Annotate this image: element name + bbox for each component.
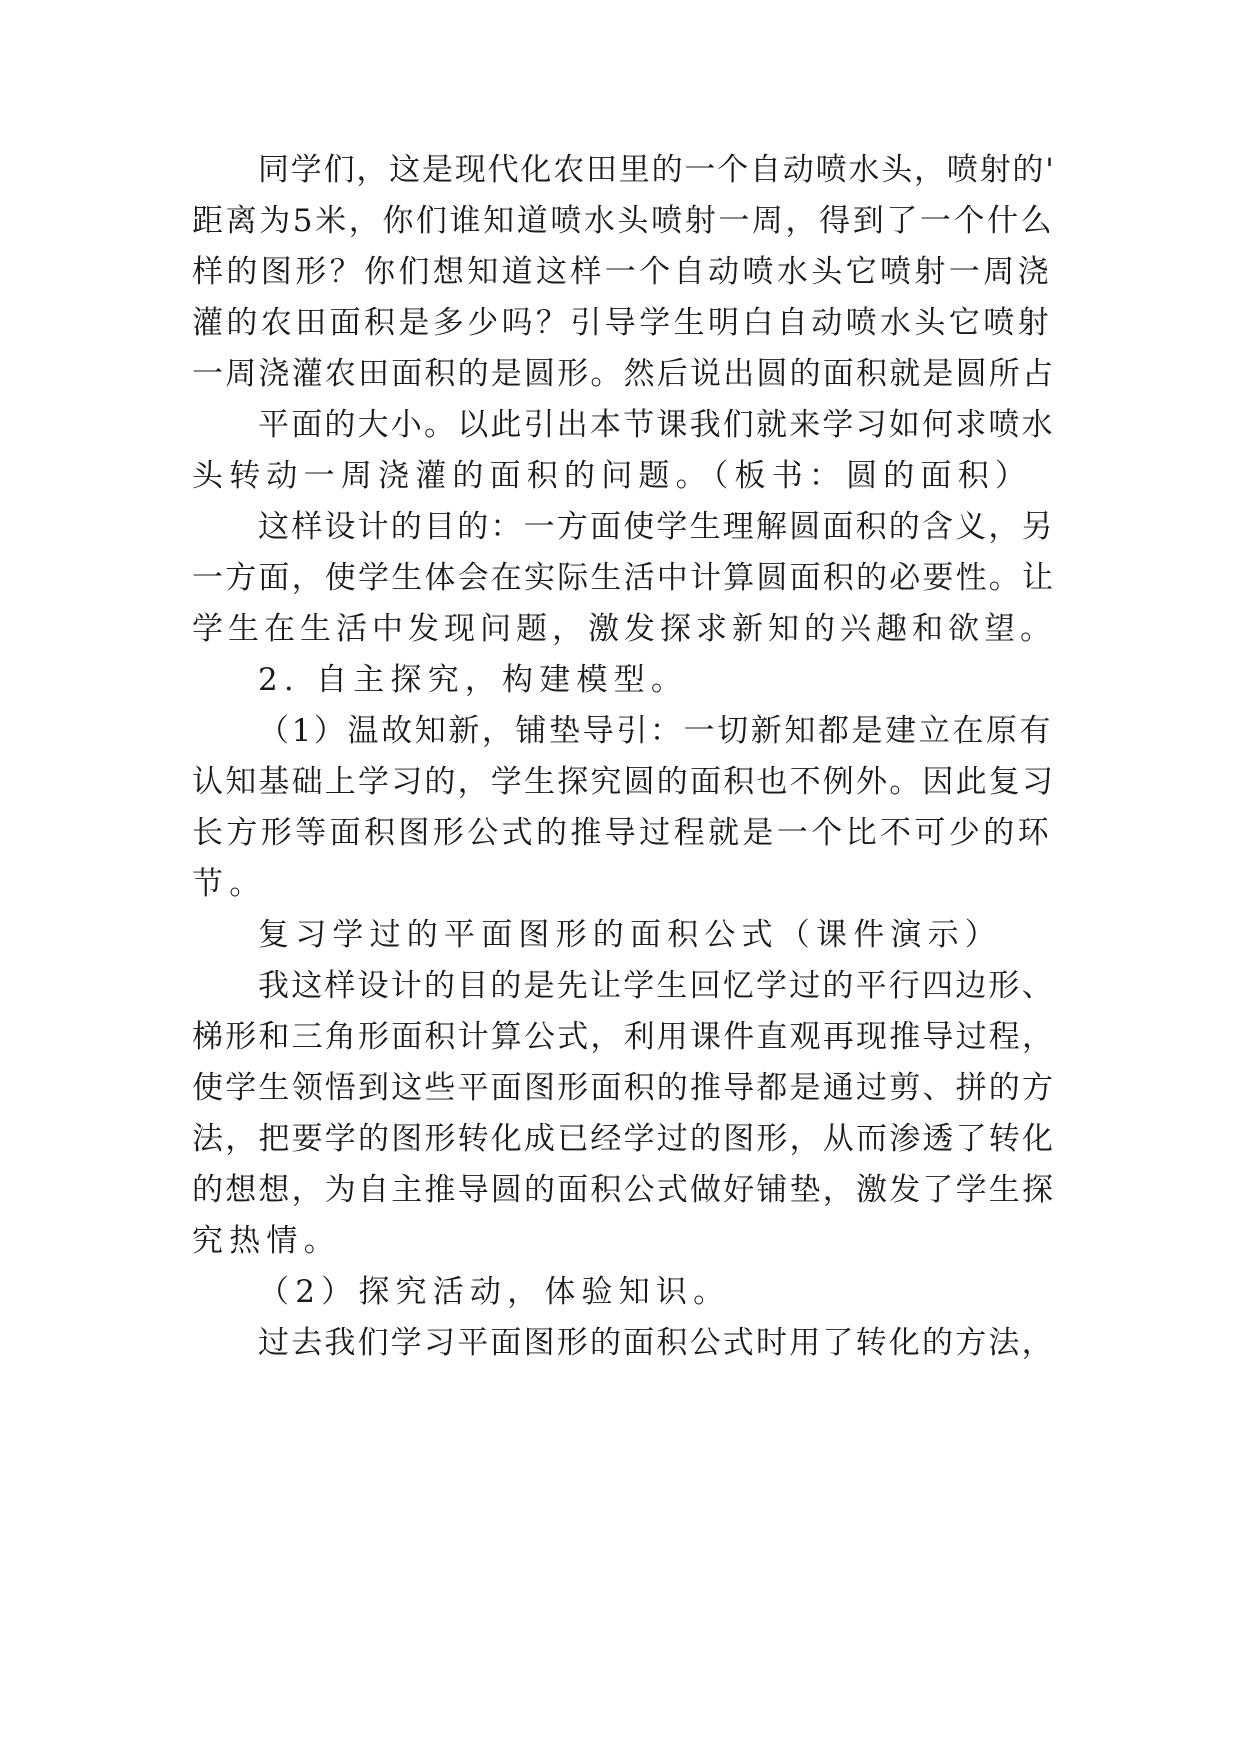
- text-line: （1）温故知新，铺垫导引：一切新知都是建立在原有: [258, 713, 1054, 749]
- text-line: 长方形等面积图形公式的推导过程就是一个比不可少的环: [192, 815, 1052, 851]
- text-line: 距离为5米，你们谁知道喷水头喷射一周，得到了一个什么: [192, 203, 1055, 239]
- text-line: 平面的大小。以此引出本节课我们就来学习如何求喷水: [258, 407, 1055, 443]
- text-line: 过去我们学习平面图形的面积公式时用了转化的方法，: [258, 1325, 1055, 1361]
- text-line: 复习学过的平面图形的面积公式（课件演示）: [258, 917, 1002, 953]
- text-line: 使学生领悟到这些平面图形面积的推导都是通过剪、拼的方: [192, 1070, 1056, 1106]
- text-line: 一方面，使学生体会在实际生活中计算圆面积的必要性。让: [192, 560, 1056, 596]
- text-line: 法，把要学的图形转化成已经学过的图形，从而渗透了转化: [192, 1121, 1056, 1157]
- text-line: 节。: [192, 866, 267, 902]
- text-line: 学生在生活中发现问题，激发探求新知的兴趣和欲望。: [192, 611, 1056, 647]
- text-line: 头转动一周浇灌的面积的问题。（板书：圆的面积）: [192, 458, 1033, 494]
- text-line: 一周浇灌农田面积的是圆形。然后说出圆的面积就是圆所占: [192, 356, 1056, 392]
- text-line: 这样设计的目的：一方面使学生理解圆面积的含义，另: [258, 509, 1055, 545]
- text-line: 梯形和三角形面积计算公式，利用课件直观再现推导过程，: [192, 1019, 1056, 1055]
- section-heading: 2. 自主探究，构建模型。: [258, 662, 689, 698]
- text-line: 究热情。: [192, 1223, 341, 1259]
- text-line: 的想想，为自主推导圆的面积公式做好铺垫，激发了学生探: [192, 1172, 1056, 1208]
- text-line: 灌的农田面积是多少吗？引导学生明白自动喷水头它喷射: [192, 305, 1052, 341]
- section-heading: （2）探究活动，体验知识。: [258, 1274, 731, 1310]
- text-line: 我这样设计的目的是先让学生回忆学过的平行四边形、: [258, 968, 1055, 1004]
- text-line: 样的图形？你们想知道这样一个自动喷水头它喷射一周浇: [192, 254, 1052, 290]
- text-line: 同学们，这是现代化农田里的一个自动喷水头，喷射的': [258, 152, 1056, 188]
- text-line: 认知基础上学习的，学生探究圆的面积也不例外。因此复习: [192, 764, 1056, 800]
